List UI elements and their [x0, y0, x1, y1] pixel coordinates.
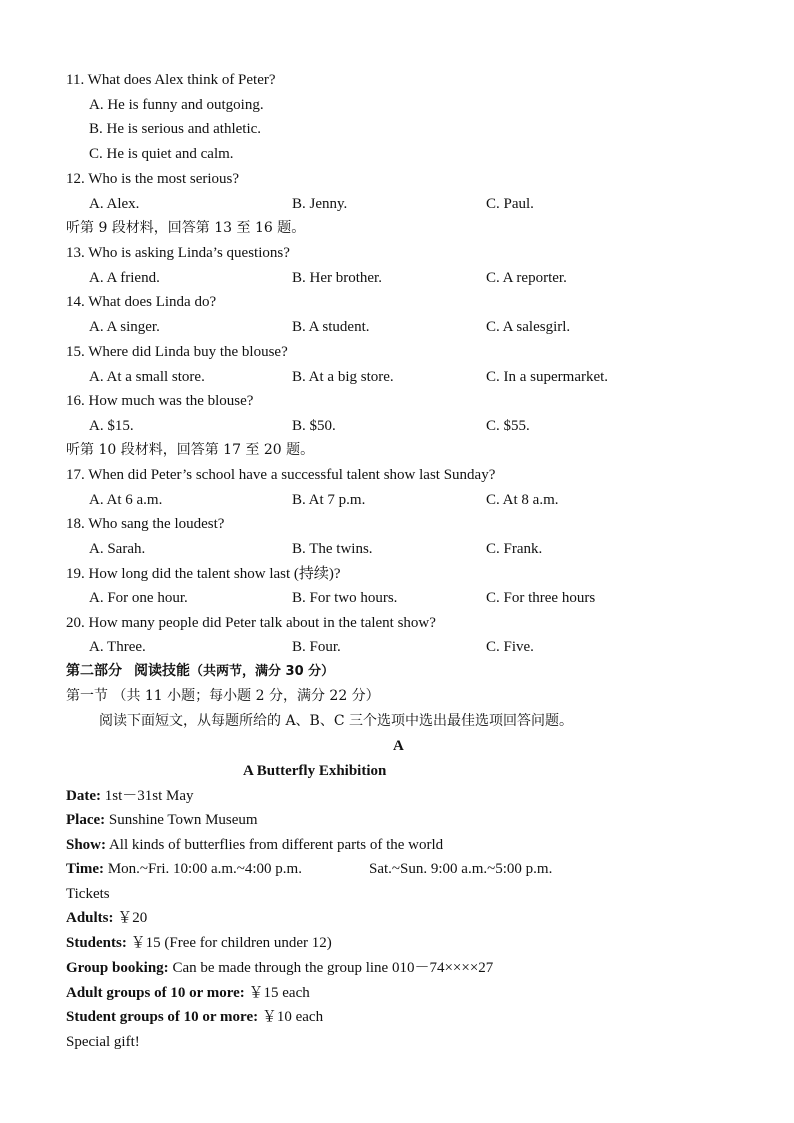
question-17: 17. When did Peter’s school have a successful talent show last Sunday? — [66, 467, 496, 483]
option-18a: A. Sarah. — [89, 541, 146, 557]
student-groups-value: ￥10 each — [258, 1009, 324, 1025]
option-19a: A. For one hour. — [89, 590, 188, 606]
option-14b: B. A student. — [292, 319, 370, 335]
section-instruction-9: 听第 9 段材料，回答第 13 至 16 题。 — [66, 220, 306, 236]
students-value: ￥15 (Free for children under 12) — [126, 935, 332, 951]
show-value: All kinds of butterflies from different parts of the world — [106, 837, 444, 853]
date-value: 1st－31st May — [100, 788, 194, 804]
show-label: Show: — [66, 837, 107, 853]
info-show — [66, 835, 443, 855]
info-group-booking — [66, 958, 493, 978]
group-label: Group booking: — [66, 960, 169, 976]
info-students — [66, 933, 332, 953]
adult-groups-label: Adult groups of 10 or more: — [66, 985, 245, 1001]
question-18: 18. Who sang the loudest? — [66, 516, 225, 532]
passage-letter: A — [393, 738, 404, 754]
question-12: 12. Who is the most serious? — [66, 171, 240, 187]
time-label: Time: — [66, 861, 105, 877]
student-groups-label: Student groups of 10 or more: — [66, 1009, 259, 1025]
info-place — [66, 810, 258, 830]
adults-value: ￥20 — [113, 910, 148, 926]
question-20: 20. How many people did Peter talk about in the talent show? — [66, 615, 436, 631]
option-15c: C. In a supermarket. — [486, 369, 609, 385]
option-20b: B. Four. — [292, 639, 341, 655]
option-20c: C. Five. — [486, 639, 534, 655]
date-label: Date: — [66, 788, 101, 804]
info-student-groups — [66, 1007, 323, 1027]
time-weekend: Sat.~Sun. 9:00 a.m.~5:00 p.m. — [369, 861, 553, 877]
option-17b: B. At 7 p.m. — [292, 492, 366, 508]
part-two-heading — [66, 661, 334, 682]
option-16a: A. $15. — [89, 418, 134, 434]
question-15: 15. Where did Linda buy the blouse? — [66, 344, 288, 360]
part-two-label: 第二部分 — [66, 663, 122, 679]
option-19b: B. For two hours. — [292, 590, 398, 606]
option-13a: A. A friend. — [89, 270, 160, 286]
option-17c: C. At 8 a.m. — [486, 492, 559, 508]
passage-title: A Butterfly Exhibition — [243, 763, 387, 779]
option-12a: A. Alex. — [89, 196, 140, 212]
group-value: Can be made through the group line 010－74××××27 — [168, 960, 494, 976]
option-17a: A. At 6 a.m. — [89, 492, 163, 508]
part-two-title: 阅读技能 — [134, 663, 190, 679]
question-19: 19. How long did the talent show last (持续)? — [66, 566, 341, 582]
option-14c: C. A salesgirl. — [486, 319, 571, 335]
adult-groups-value: ￥15 each — [244, 985, 310, 1001]
option-18c: C. Frank. — [486, 541, 543, 557]
section-instruction-10: 听第 10 段材料，回答第 17 至 20 题。 — [66, 442, 315, 458]
part-two-score: （共两节，满分 30 分） — [190, 664, 335, 679]
option-20a: A. Three. — [89, 639, 146, 655]
option-11c: C. He is quiet and calm. — [89, 146, 234, 162]
question-11: 11. What does Alex think of Peter? — [66, 72, 276, 88]
option-16c: C. $55. — [486, 418, 530, 434]
info-adults — [66, 908, 147, 928]
adults-label: Adults: — [66, 910, 114, 926]
place-value: Sunshine Town Museum — [105, 812, 258, 828]
option-11b: B. He is serious and athletic. — [89, 121, 262, 137]
option-16b: B. $50. — [292, 418, 336, 434]
time-weekday: Mon.~Fri. 10:00 a.m.~4:00 p.m. — [104, 861, 302, 877]
option-15b: B. At a big store. — [292, 369, 394, 385]
option-13c: C. A reporter. — [486, 270, 567, 286]
option-15a: A. At a small store. — [89, 369, 205, 385]
info-adult-groups — [66, 983, 310, 1003]
question-16: 16. How much was the blouse? — [66, 393, 254, 409]
option-11a: A. He is funny and outgoing. — [89, 97, 264, 113]
students-label: Students: — [66, 935, 127, 951]
option-13b: B. Her brother. — [292, 270, 382, 286]
reading-instruction: 阅读下面短文，从每题所给的 A、B、C 三个选项中选出最佳选项回答问题。 — [99, 713, 574, 729]
tickets-heading: Tickets — [66, 886, 110, 902]
option-12c: C. Paul. — [486, 196, 534, 212]
info-date — [66, 786, 194, 806]
option-18b: B. The twins. — [292, 541, 373, 557]
info-time — [66, 859, 302, 879]
option-14a: A. A singer. — [89, 319, 160, 335]
section-one-heading: 第一节 （共 11 小题；每小题 2 分，满分 22 分） — [66, 688, 380, 704]
question-14: 14. What does Linda do? — [66, 294, 217, 310]
place-label: Place: — [66, 812, 106, 828]
question-13: 13. Who is asking Linda’s questions? — [66, 245, 290, 261]
special-gift: Special gift! — [66, 1034, 140, 1050]
option-19c: C. For three hours — [486, 590, 596, 606]
option-12b: B. Jenny. — [292, 196, 348, 212]
